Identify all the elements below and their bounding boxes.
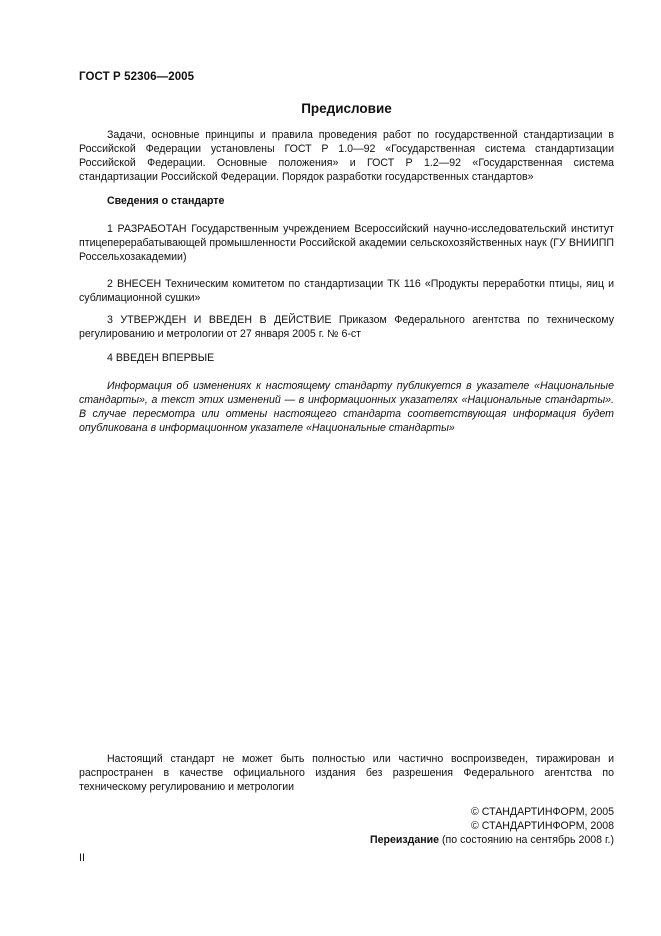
- reissue-label: Переиздание: [369, 834, 440, 846]
- item-submitted: 2 ВНЕСЕН Техническим комитетом по стандартизации ТК 116 «Продукты переработки птицы, яиц и сублимационной сушки»: [79, 278, 614, 304]
- copyright-2005: © СТАНДАРТИНФОРМ, 2005: [471, 806, 614, 818]
- item-first-introduced: 4 ВВЕДЕН ВПЕРВЫЕ: [107, 352, 215, 364]
- document-header: ГОСТ Р 52306—2005: [79, 71, 195, 83]
- changes-info-note: Информация об изменениях к настоящему стандарту публикуется в указателе «Национальные стандарты», а текст этих изменений — в информационных указателях «Национальные стандарты». В случае пересмотра или отмены настоящего стандарта соответствующая информация будет опубликована в информационном указателе «Национальные стандарты»: [79, 380, 614, 434]
- standard-info-subheading: Сведения о стандарте: [107, 195, 225, 207]
- intro-paragraph: Задачи, основные принципы и правила проведения работ по государственной стандартизации в Российской Федерации установлены ГОСТ Р 1.0—92 «Государственная система стандартизации Российской Федерации. Основные положения» и ГОСТ Р 1.2—92 «Государственная система стандартизации Российской Федерации. Порядок разработки государственных стандартов»: [79, 129, 614, 183]
- reissue-line: [214, 833, 614, 847]
- reproduction-notice: Настоящий стандарт не может быть полностью или частично воспроизведен, тиражирован и распространен в качестве официального издания без разрешения Федерального агентства по техническому регулированию и метрологии: [79, 753, 614, 793]
- page-number: II: [79, 852, 85, 864]
- item-developed: 1 РАЗРАБОТАН Государственным учреждением Всероссийский научно-исследовательский институт птицеперерабатывающей промышленности Российской академии сельскохозяйственных наук (ГУ ВНИИПП Россельхозакадемии): [79, 223, 614, 263]
- section-title: Предисловие: [301, 101, 392, 116]
- item-approved: 3 УТВЕРЖДЕН И ВВЕДЕН В ДЕЙСТВИЕ Приказом Федерального агентства по техническому регулированию и метрологии от 27 января 2005 г. № 6-ст: [79, 314, 614, 340]
- copyright-2008: © СТАНДАРТИНФОРМ, 2008: [471, 820, 614, 832]
- reissue-note: (по состоянию на сентябрь 2008 г.): [439, 834, 614, 846]
